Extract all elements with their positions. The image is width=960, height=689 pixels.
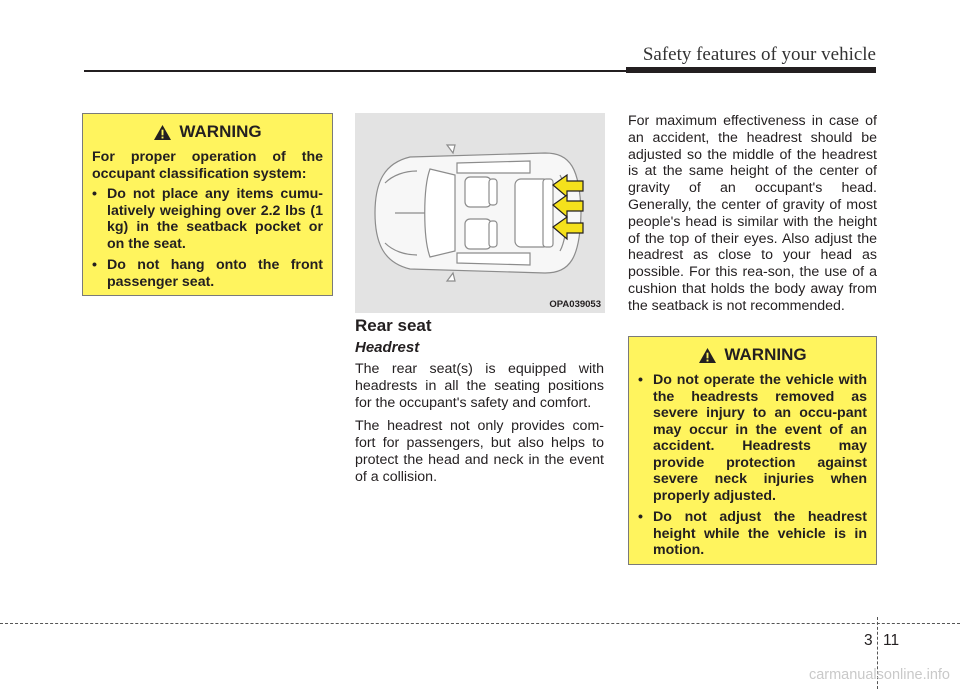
paragraph: For maximum effectiveness in case of an accident, the headrest should be adjusted so the middle of the headrest is at the same height of the center of gravity of an occupant's head. Generally, the center of gravity of most people's head is similar with the height of the top of their eyes. Also adjust the headrest as close to your head as possible. For this rea-son, the use of a cushion that holds the body away from the seatback is not recommended. xyxy=(628,113,877,314)
warning-item: • Do not place any items cumu-latively weighing over 2.2 lbs (1 kg) in the seatback pocket or on the seat. xyxy=(92,186,323,252)
subsection-heading: Headrest xyxy=(355,339,420,356)
page-header-title: Safety features of your vehicle xyxy=(642,44,876,65)
paragraph: The rear seat(s) is equipped with headrests in all the seating positions for the occupant's safety and comfort. xyxy=(355,361,604,411)
vehicle-top-view-illustration xyxy=(355,113,605,313)
warning-header xyxy=(92,124,323,141)
warning-list xyxy=(638,372,867,559)
header-rule-accent xyxy=(626,67,876,73)
warning-item: • Do not hang onto the front passenger seat. xyxy=(92,257,323,290)
warning-box-left xyxy=(82,113,333,296)
page-number: 11 xyxy=(883,632,900,649)
warning-triangle-icon xyxy=(698,347,717,364)
middle-body-text xyxy=(355,361,604,493)
warning-box-right xyxy=(628,336,877,565)
footer-rule xyxy=(0,623,960,624)
warning-title: WARNING xyxy=(724,345,807,365)
watermark: carmanualsonline.info xyxy=(808,667,950,683)
warning-item: • Do not adjust the headrest height while the vehicle is in motion. xyxy=(638,509,867,559)
right-body-text xyxy=(628,113,877,322)
figure-code: OPA039053 xyxy=(549,299,601,310)
vehicle-headrest-figure xyxy=(355,113,605,313)
section-heading: Rear seat xyxy=(355,316,432,335)
chapter-number: 3 xyxy=(864,632,873,649)
warning-item: • Do not operate the vehicle with the headrests removed as severe injury to an occu-pant may occur in the event of an accident. Headrests may provide protection against severe neck injuries when properly adjusted. xyxy=(638,372,867,504)
warning-intro: For proper operation of the occupant classification system: xyxy=(92,149,323,182)
warning-title: WARNING xyxy=(179,122,262,142)
warning-header xyxy=(638,347,867,364)
warning-triangle-icon xyxy=(153,124,172,141)
warning-list xyxy=(92,186,323,290)
paragraph: The headrest not only provides com-fort for passengers, but also helps to protect the head and neck in the event of a collision. xyxy=(355,418,604,485)
